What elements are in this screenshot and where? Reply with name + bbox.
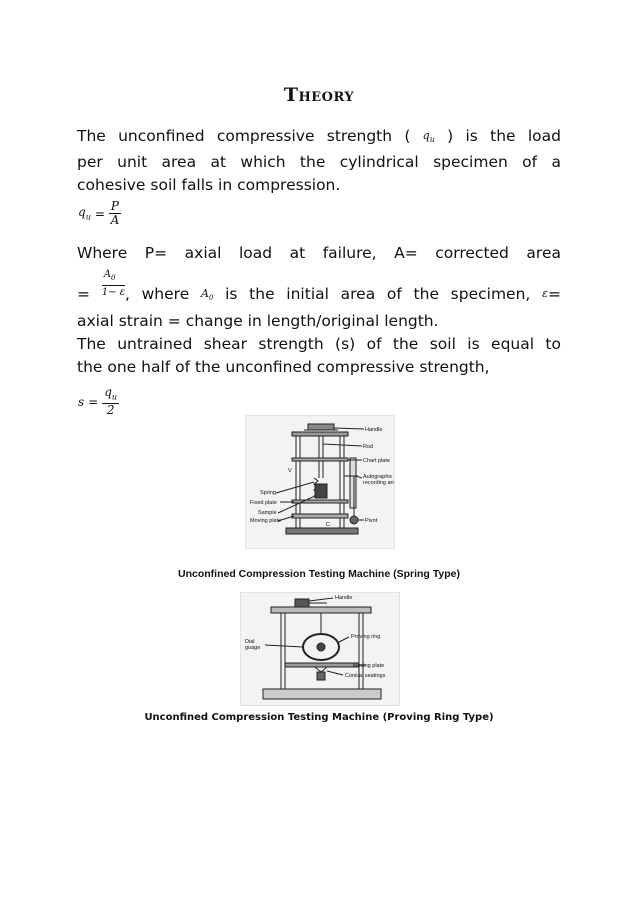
label-conical-seatings: Conical seatings bbox=[345, 673, 386, 679]
epsilon-symbol: ε bbox=[542, 287, 548, 300]
label-c: C bbox=[326, 522, 330, 528]
label-moving-plate: Moving plate bbox=[250, 518, 282, 524]
paragraph-line: The unconfined compressive strength ( $q_u$ ) is the load bbox=[77, 127, 561, 145]
label-sample: Sample bbox=[258, 510, 277, 516]
label-pivot: Pivot bbox=[365, 518, 378, 524]
label-proving-ring: Proving ring bbox=[351, 634, 381, 640]
spring-machine-diagram bbox=[246, 416, 394, 548]
label-guage: guage bbox=[245, 645, 261, 651]
qu-symbol: $q_u$ bbox=[422, 129, 435, 145]
paragraph-line: = $\frac{A_0}{1- \varepsilon}$ , where $A_0$ is the initial area of the specimen, ε= bbox=[77, 269, 561, 303]
label-chart-plate: Chart plate bbox=[363, 458, 390, 464]
fraction-corrected-area: $\frac{A_0}{1- \varepsilon}$ bbox=[101, 269, 125, 298]
section-heading: Theory bbox=[283, 84, 355, 106]
caption-proving-ring-type: Unconfined Compression Testing Machine (Proving Ring Type) bbox=[144, 712, 494, 723]
paragraph-line: The untrained shear strength (s) of the soil is equal to bbox=[77, 335, 561, 353]
fraction-qu-over-2: $\frac{q_u}{2}$ bbox=[104, 385, 118, 418]
label-spring: Spring bbox=[260, 490, 276, 496]
equation-shear: s = $\frac{q_u}{2}$ bbox=[78, 385, 118, 418]
label-v: V bbox=[288, 468, 292, 474]
figure-spring-type-machine bbox=[245, 415, 395, 549]
paragraph-shear-strength bbox=[77, 333, 561, 379]
paragraph-line: axial strain = change in length/original length. bbox=[77, 312, 439, 331]
label-recording-arm: recording arm bbox=[363, 480, 394, 486]
label-autographic: Autographic bbox=[363, 474, 393, 480]
paragraph-line: cohesive soil falls in compression. bbox=[77, 176, 341, 195]
figure-proving-ring-machine bbox=[240, 592, 400, 706]
qu-symbol: $q_u$ bbox=[78, 205, 91, 222]
equation-qu: $q_u$ = $\frac{P}{A}$ bbox=[78, 199, 120, 227]
label-fixed-plate: Fixed plate bbox=[250, 500, 277, 506]
label-handle: Handle bbox=[335, 595, 353, 601]
label-rod: Rod bbox=[363, 444, 374, 450]
paragraph-line: per unit area at which the cylindrical specimen of a bbox=[77, 153, 561, 172]
label-moving-plate: Moving plate bbox=[353, 663, 385, 669]
label-handle: Handle bbox=[365, 427, 383, 433]
a0-symbol: $A_0$ bbox=[200, 287, 214, 303]
caption-spring-type: Unconfined Compression Testing Machine (Spring Type) bbox=[178, 568, 460, 580]
paragraph-line: the one half of the unconfined compressive strength, bbox=[77, 358, 490, 376]
paragraph-definition bbox=[77, 124, 561, 197]
paragraph-line: Where P= axial load at failure, A= corrected area bbox=[77, 244, 561, 262]
label-dial: Dial bbox=[245, 639, 255, 645]
paragraph-where bbox=[77, 242, 561, 333]
proving-ring-machine-diagram bbox=[241, 593, 399, 705]
fraction-p-over-a: $\frac{P}{A}$ bbox=[110, 199, 120, 227]
